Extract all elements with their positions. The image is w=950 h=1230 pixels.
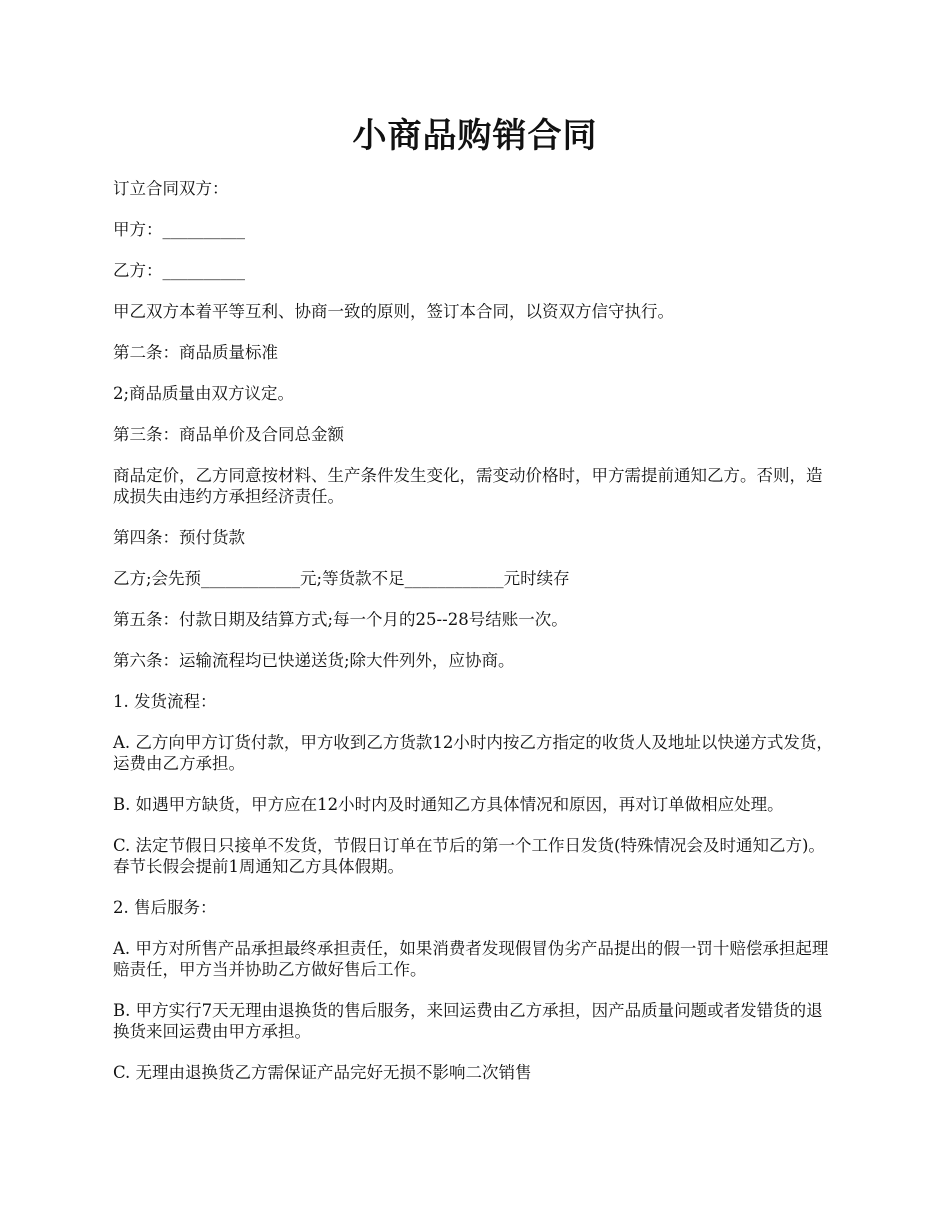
paragraph-party-a: 甲方：__________ [113,220,245,239]
paragraph-after-sales-a: A. 甲方对所售产品承担最终承担责任，如果消费者发现假冒伪劣产品提出的假一罚十赔偿承担起理赔责任，甲方当并协助乙方做好售后工作。 [113,939,829,979]
paragraph-article-2-heading: 第二条：商品质量标准 [113,343,278,362]
paragraph-after-sales-b: B. 甲方实行7天无理由退换货的售后服务，来回运费由乙方承担，因产品质量问题或者发错货的退换货来回运费由甲方承担。 [113,1001,823,1041]
paragraph-after-sales-heading: 2. 售后服务： [113,898,217,917]
paragraph-shipping-a: A. 乙方向甲方订货付款，甲方收到乙方货款12小时内按乙方指定的收货人及地址以快递方式发货，运费由乙方承担。 [113,733,833,773]
paragraph-article-4-heading: 第四条：预付货款 [113,528,245,547]
paragraph-article-6: 第六条：运输流程均已快递送货;除大件列外，应协商。 [113,651,515,670]
document-title: 小商品购销合同 [352,116,598,156]
paragraph-parties-intro: 订立合同双方： [113,179,229,198]
paragraph-article-4-body: 乙方;会先预____________元;等货款不足____________元时续存 [113,569,570,588]
paragraph-after-sales-c: C. 无理由退换货乙方需保证产品完好无损不影响二次销售 [113,1063,532,1082]
paragraph-shipping-heading: 1. 发货流程： [113,692,217,711]
paragraph-article-5: 第五条：付款日期及结算方式;每一个月的25--28号结账一次。 [113,610,568,629]
paragraph-shipping-c: C. 法定节假日只接单不发货，节假日订单在节后的第一个工作日发货(特殊情况会及时通知乙方)。春节长假会提前1周通知乙方具体假期。 [113,836,825,876]
paragraph-article-2-body: 2;商品质量由双方议定。 [113,384,295,403]
paragraph-article-3-body: 商品定价，乙方同意按材料、生产条件发生变化，需变动价格时，甲方需提前通知乙方。否则，造成损失由违约方承担经济责任。 [113,466,823,506]
paragraph-article-3-heading: 第三条：商品单价及合同总金额 [113,425,344,444]
document-body [113,178,835,1103]
paragraph-principle: 甲乙双方本着平等互利、协商一致的原则，签订本合同，以资双方信守执行。 [113,302,674,321]
paragraph-shipping-b: B. 如遇甲方缺货，甲方应在12小时内及时通知乙方具体情况和原因，再对订单做相应处理。 [113,795,784,814]
paragraph-party-b: 乙方：__________ [113,261,245,280]
